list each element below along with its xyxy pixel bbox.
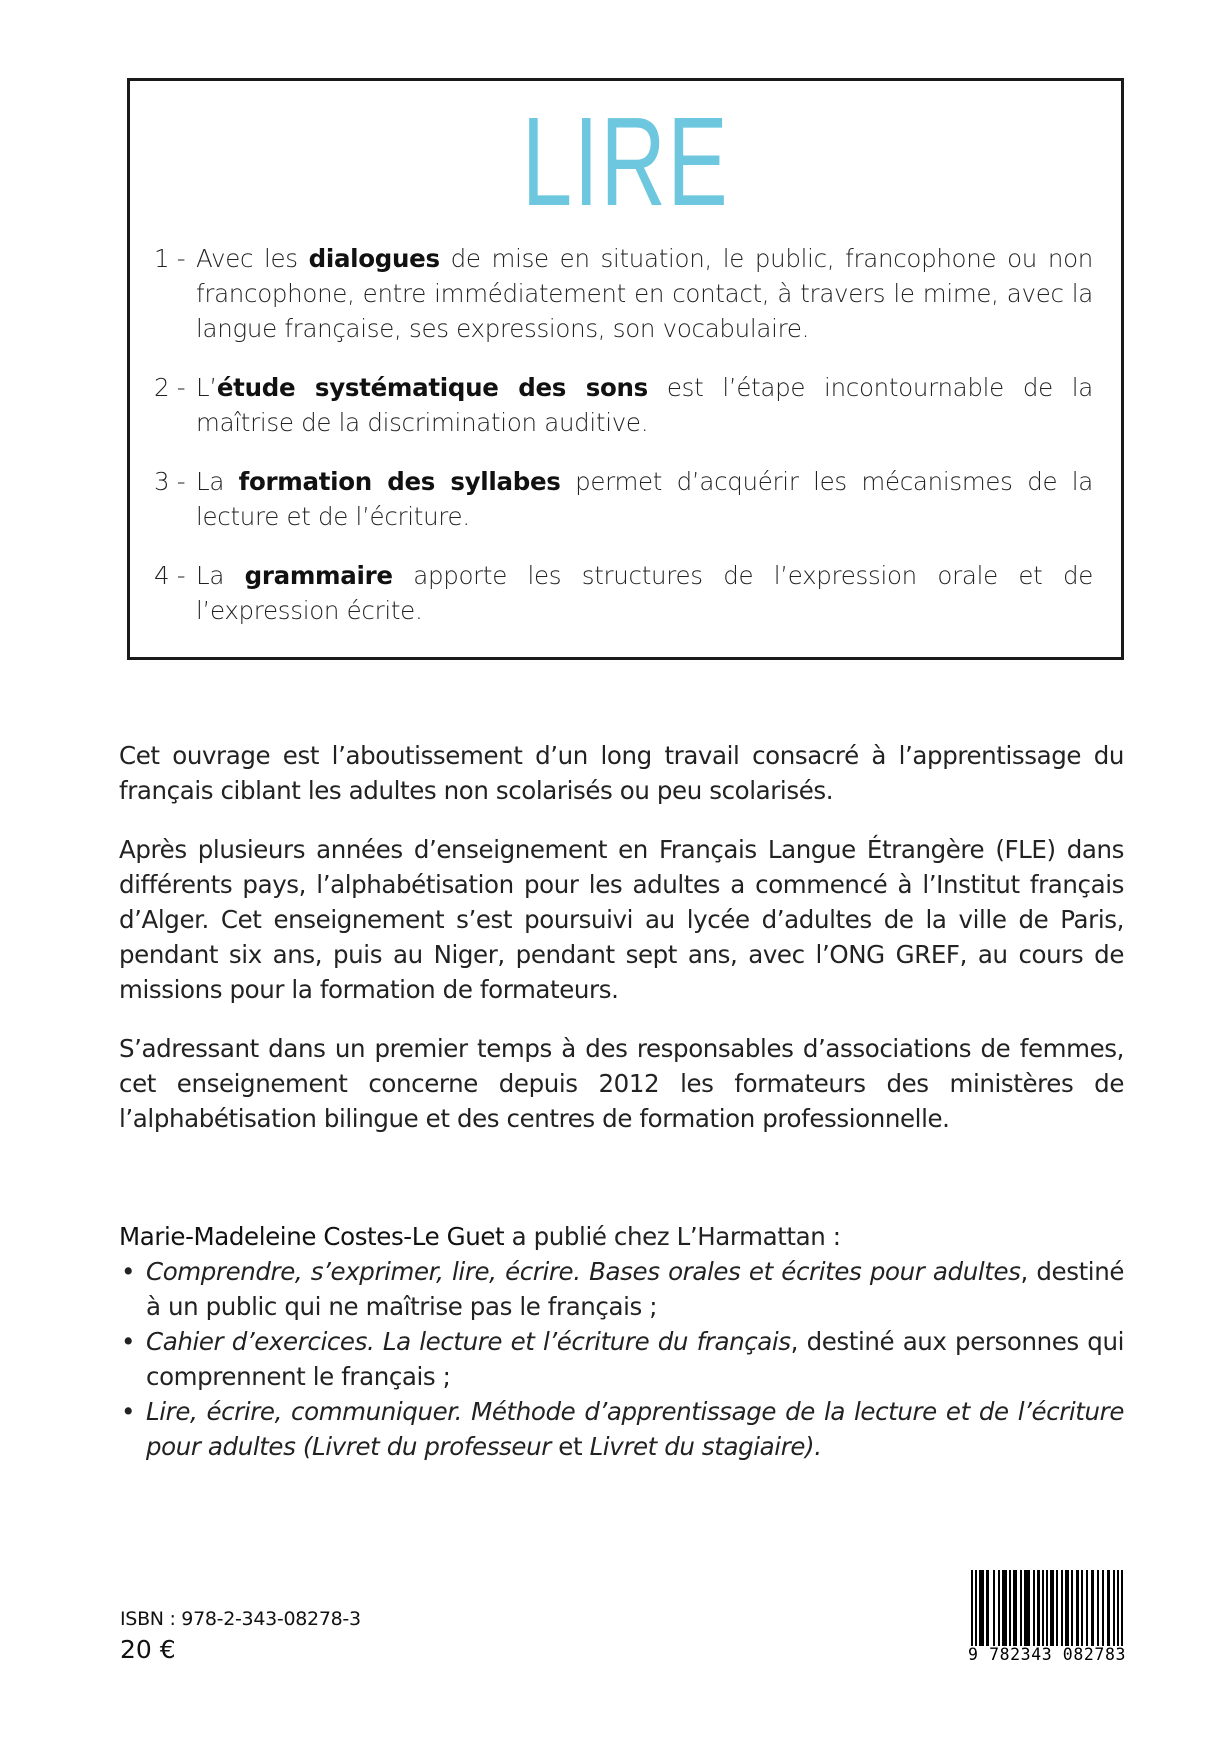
item-number: 1 - xyxy=(154,244,186,273)
paragraph: S’adressant dans un premier temps à des responsables d’associations de femmes, cet enseignement concerne depuis 2012 les formateurs des ministères de l’alphabétisation bilingue et des centres de formation professionnelle. xyxy=(119,1034,1124,1133)
item-text: La xyxy=(196,561,245,590)
isbn: ISBN : 978-2-343-08278-3 xyxy=(120,1608,361,1630)
summary-item xyxy=(154,558,1093,628)
paragraph: Cet ouvrage est l’aboutissement d’un long travail consacré à l’apprentissage du français ciblant les adultes non scolarisés ou peu scolarisés. xyxy=(119,741,1124,805)
bullet-icon: • xyxy=(121,1327,136,1356)
price: 20 € xyxy=(120,1635,176,1664)
description xyxy=(119,738,1124,1160)
item-text: apporte les structures de l’expression orale et de l’expression écrite. xyxy=(196,561,1093,625)
item-text: est l’étape incontournable de la maîtrise de la discrimination auditive. xyxy=(196,373,1093,437)
item-text: La xyxy=(196,467,239,496)
author-name: Marie-Madeleine Costes-Le Guet xyxy=(119,1222,505,1251)
paragraph: Après plusieurs années d’enseignement en Français Langue Étrangère (FLE) dans différents pays, l’alphabétisation pour les adultes a commencé à l’Institut français d’Alger. Cet enseignement s’est poursuivi au lycée d’adultes de la ville de Paris, pendant six ans, puis au Niger, pendant sept ans, avec l’ONG GREF, au cours de missions pour la formation de formateurs. xyxy=(119,835,1124,1004)
item-keyword: dialogues xyxy=(308,244,440,273)
item-text: L’ xyxy=(196,373,217,402)
summary-item xyxy=(154,370,1093,440)
summary-item xyxy=(154,464,1093,534)
publication-item xyxy=(119,1254,1124,1324)
item-text: Avec les xyxy=(196,244,309,273)
summary-list xyxy=(154,241,1093,652)
summary-box xyxy=(127,78,1124,660)
summary-item xyxy=(154,241,1093,346)
item-number: 3 - xyxy=(154,467,186,496)
item-keyword: grammaire xyxy=(244,561,393,590)
item-number: 4 - xyxy=(154,561,186,590)
author-bibliography xyxy=(119,1219,1124,1464)
barcode xyxy=(968,1570,1128,1666)
publication-title: Lire, écrire, communiquer. Méthode d’apprentissage de la lecture et de l’écriture pour adultes (Livret du professeur xyxy=(146,1397,1124,1461)
item-text: permet d’acquérir les mécanismes de la lecture et de l’écriture. xyxy=(196,467,1093,531)
item-text: de mise en situation, le public, francophone ou non francophone, entre immédiatement en contact, à travers le mime, avec la langue française, ses expressions, son vocabulaire. xyxy=(196,244,1093,343)
publication-connector: et xyxy=(550,1432,590,1461)
author-intro-text: a publié chez L’Harmattan : xyxy=(504,1222,841,1251)
barcode-number: 9 782343 082783 xyxy=(968,1645,1127,1664)
publication-list xyxy=(119,1254,1124,1464)
item-keyword: formation des syllabes xyxy=(238,467,561,496)
bullet-icon: • xyxy=(121,1397,136,1426)
author-intro xyxy=(119,1219,1124,1254)
publication-item xyxy=(119,1324,1124,1394)
box-title: LIRE xyxy=(521,91,730,232)
bullet-icon: • xyxy=(121,1257,136,1286)
barcode-icon xyxy=(968,1570,1128,1654)
publication-description: , destiné aux personnes qui comprennent le français ; xyxy=(146,1327,1124,1391)
publication-description: , destiné à un public qui ne maîtrise pas le français ; xyxy=(146,1257,1124,1321)
publication-title: Cahier d’exercices. La lecture et l’écriture du français xyxy=(146,1327,791,1356)
item-number: 2 - xyxy=(154,373,186,402)
publication-title: Comprendre, s’exprimer, lire, écrire. Bases orales et écrites pour adultes xyxy=(146,1257,1021,1286)
publication-item xyxy=(119,1394,1124,1464)
item-keyword: étude systématique des sons xyxy=(216,373,648,402)
publication-title-part: Livret du stagiaire). xyxy=(589,1432,822,1461)
